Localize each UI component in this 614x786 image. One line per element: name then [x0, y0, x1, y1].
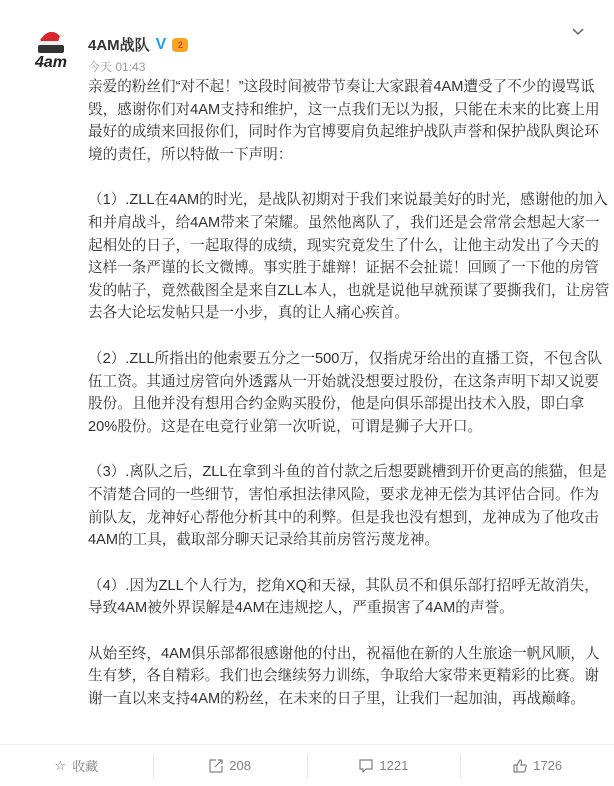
like-count: 1726 — [533, 758, 563, 773]
text-line: 4AM的工具，截取部分聊天记录给其前房管污蔑龙神。 — [88, 532, 440, 549]
paragraph — [88, 575, 598, 620]
favorite-button[interactable] — [0, 754, 154, 778]
medal-icon: 2 — [172, 38, 188, 52]
text-line: 这样一条严谨的长文微博。事实胜于雄辩！证据不会扯谎！回顾了一下他的房管 — [88, 260, 599, 277]
post-content — [88, 76, 610, 734]
post-time[interactable]: 今天 01:43 — [88, 60, 146, 74]
repost-count: 208 — [229, 758, 251, 773]
text-line: 前队友，龙神好心帮他分析其中的利弊。但是我也没有想到，龙神成为了他攻击 — [88, 509, 599, 526]
text-line: 不清楚合同的一些细节，害怕承担法律风险，要求龙神无偿为其评估合同。作为 — [88, 486, 599, 503]
text-line: 和并肩战斗，给4AM带来了荣耀。虽然他离队了，我们还是会常常会想起大家一 — [88, 214, 600, 231]
paragraph — [88, 643, 598, 711]
thumbs-up-icon — [513, 759, 527, 773]
paragraph — [88, 348, 603, 438]
text-line: 伍工资。其通过房管向外透露从一开始就没想要过股份，在这条声明下却又说要 — [88, 373, 599, 390]
text-line: 股份。且他并没有想用合约金购买股份，他是向俱乐部提出技术入股，即白拿 — [88, 396, 585, 413]
paragraph — [88, 189, 610, 325]
comment-icon — [359, 759, 373, 773]
text-line: 从始至终，4AM俱乐部都很感谢他的付出，祝福他在新的人生旅途一帆风顺，人 — [88, 645, 600, 662]
text-line: 起相处的日子，一起取得的成绩，现实究竟发生了什么，让他主动发出了今天的 — [88, 237, 599, 254]
paragraph — [88, 76, 598, 166]
avatar[interactable] — [26, 26, 76, 76]
like-button[interactable] — [461, 754, 614, 778]
text-line: 亲爱的粉丝们“对不起！”这段时间被带节奏让大家跟着4AM遭受了不少的谩骂诋 — [88, 79, 595, 95]
repost-icon — [209, 759, 223, 773]
text-line: 去各大论坛发帖只是一小步，真的让人痛心疾首。 — [88, 305, 410, 322]
paragraph — [88, 461, 607, 551]
comment-button[interactable] — [308, 754, 462, 778]
chevron-down-icon[interactable] — [570, 24, 586, 40]
text-line: （4）.因为ZLL个人行为，挖角XQ和天禄，其队员不和俱乐部打招呼无故消失， — [88, 577, 599, 594]
text-line: （2）.ZLL所指出的他索要五分之一500万，仅指虎牙给出的直播工资，不包含队 — [88, 350, 603, 367]
repost-button[interactable] — [154, 754, 308, 778]
star-icon: ☆ — [54, 757, 67, 773]
text-line: 发的帖子，竟然截图全是来自ZLL本人，也就是说他早就预谋了要撕我们，让房管 — [88, 282, 610, 299]
text-line: （3）.离队之后，ZLL在拿到斗鱼的首付款之后想要跳槽到开价更高的熊猫，但是 — [88, 464, 607, 481]
text-line: 谢一直以来支持4AM的粉丝，在未来的日子里，让我们一起加油，再战巅峰。 — [88, 691, 586, 708]
author-row — [88, 34, 188, 55]
text-line: 毁，感谢你们对4AM支持和维护，这一点我们无以为报，只能在未来的比赛上用 — [88, 101, 600, 118]
post-actions — [0, 744, 614, 786]
favorite-label: 收藏 — [72, 759, 99, 774]
text-line: 导致4AM被外界误解是4AM在违规挖人，严重损害了4AM的声誉。 — [88, 600, 514, 617]
verified-icon: V — [155, 35, 167, 53]
comment-count: 1221 — [379, 758, 409, 773]
text-line: 20%股份。这是在电竞行业第一次听说，可谓是狮子大开口。 — [88, 418, 483, 435]
avatar-logo-text: 4am — [34, 54, 68, 71]
text-line: （1）.ZLL在4AM的时光，是战队初期对于我们来说最美好的时光，感谢他的加入 — [88, 192, 608, 209]
author-name[interactable]: 4AM战队 — [88, 37, 150, 54]
text-line: 最好的成绩来回报你们，同时作为官博要肩负起维护战队声誉和保护战队舆论环 — [88, 124, 599, 141]
text-line: 境的责任，所以特做一下声明： — [88, 146, 293, 163]
text-line: 生有梦，各自精彩。我们也会继续努力训练，争取给大家带来更精彩的比赛。谢 — [88, 668, 599, 685]
